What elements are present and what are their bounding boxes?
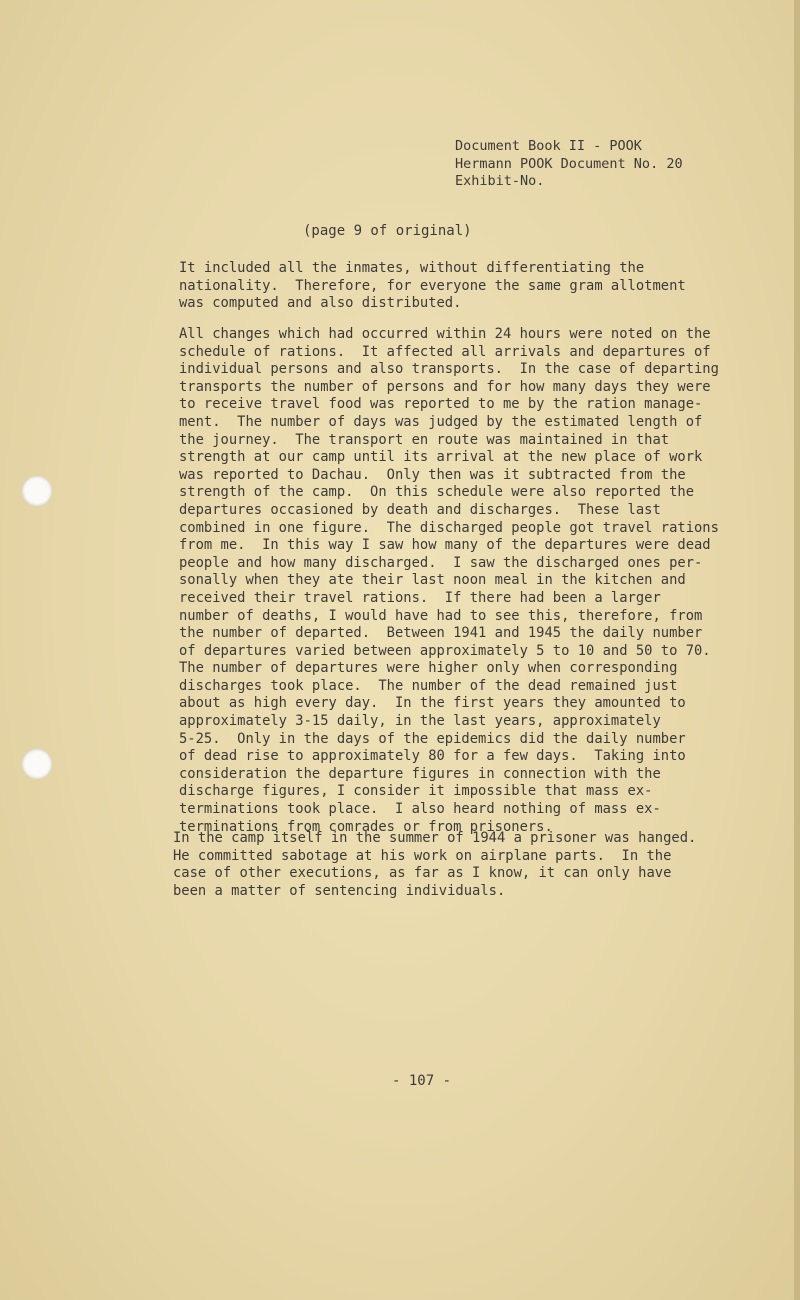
text-line: to receive travel food was reported to me by the ration manage- — [179, 396, 703, 413]
text-line: sonally when they ate their last noon meal in the kitchen and — [179, 572, 686, 589]
text-line: people and how many discharged. I saw the discharged ones per- — [179, 554, 703, 571]
text-line: It included all the inmates, without differentiating the — [179, 260, 645, 276]
punch-hole-upper — [22, 476, 52, 506]
text-line: departures occasioned by death and discharges. These last — [179, 501, 661, 518]
text-line: was reported to Dachau. Only then was it subtracted from the — [179, 466, 686, 483]
text-line: strength at our camp until its arrival at the new place of work — [179, 449, 703, 466]
page-edge — [794, 0, 800, 1300]
text-line: number of deaths, I would have had to see this, therefore, from — [179, 607, 703, 624]
text-line: individual persons and also transports. In the case of departing — [179, 361, 719, 378]
paragraph-3 — [173, 830, 733, 900]
text-line: was computed and also distributed. — [179, 295, 462, 312]
header-line-2: Hermann POOK Document No. 20 — [455, 155, 683, 172]
text-line: transports the number of persons and for how many days they were — [179, 378, 711, 395]
text-line: ment. The number of days was judged by the estimated length of — [179, 413, 703, 430]
text-line: 5-25. Only in the days of the epidemics did the daily number — [179, 730, 686, 747]
text-line: been a matter of sentencing individuals. — [173, 882, 506, 899]
text-line: approximately 3-15 daily, in the last years, approximately — [179, 713, 661, 730]
text-line: nationality. Therefore, for everyone the same gram allotment — [179, 277, 686, 294]
text-line: the journey. The transport en route was maintained in that — [179, 431, 670, 448]
text-line: of dead rise to approximately 80 for a few days. Taking into — [179, 748, 686, 765]
text-line: discharges took place. The number of the dead remained just — [179, 677, 678, 694]
paragraph-1 — [179, 260, 739, 313]
text-line: discharge figures, I consider it impossible that mass ex- — [179, 783, 653, 800]
header-line-1: Document Book II - POOK — [455, 138, 642, 154]
text-line: strength of the camp. On this schedule were also reported the — [179, 484, 694, 501]
text-line: from me. In this way I saw how many of the departures were dead — [179, 537, 711, 554]
text-line: received their travel rations. If there had been a larger — [179, 589, 661, 606]
text-line: terminations from comrades or from prisoners. — [179, 818, 553, 835]
text-line: The number of departures were higher only when corresponding — [179, 660, 678, 677]
text-line: He committed sabotage at his work on airplane parts. In the — [173, 847, 672, 864]
text-line: schedule of rations. It affected all arrivals and departures of — [179, 343, 711, 360]
page-reference: (page 9 of original) — [303, 223, 472, 239]
text-line: about as high every day. In the first years they amounted to — [179, 695, 686, 712]
document-header — [455, 138, 683, 191]
text-line: of departures varied between approximately 5 to 10 and 50 to 70. — [179, 642, 711, 659]
text-line: consideration the departure figures in connection with the — [179, 765, 661, 782]
text-line: terminations took place. I also heard nothing of mass ex- — [179, 801, 661, 818]
page-number: - 107 - — [392, 1073, 452, 1089]
text-line: combined in one figure. The discharged people got travel rations — [179, 519, 719, 536]
header-line-3: Exhibit-No. — [455, 173, 545, 189]
text-line: case of other executions, as far as I know, it can only have — [173, 865, 672, 882]
text-line: All changes which had occurred within 24 hours were noted on the — [179, 326, 711, 342]
punch-hole-lower — [22, 749, 52, 779]
text-line: In the camp itself in the summer of 1944 a prisoner was hanged. — [173, 830, 697, 846]
paragraph-2 — [179, 326, 739, 836]
text-line: the number of departed. Between 1941 and 1945 the daily number — [179, 625, 703, 642]
